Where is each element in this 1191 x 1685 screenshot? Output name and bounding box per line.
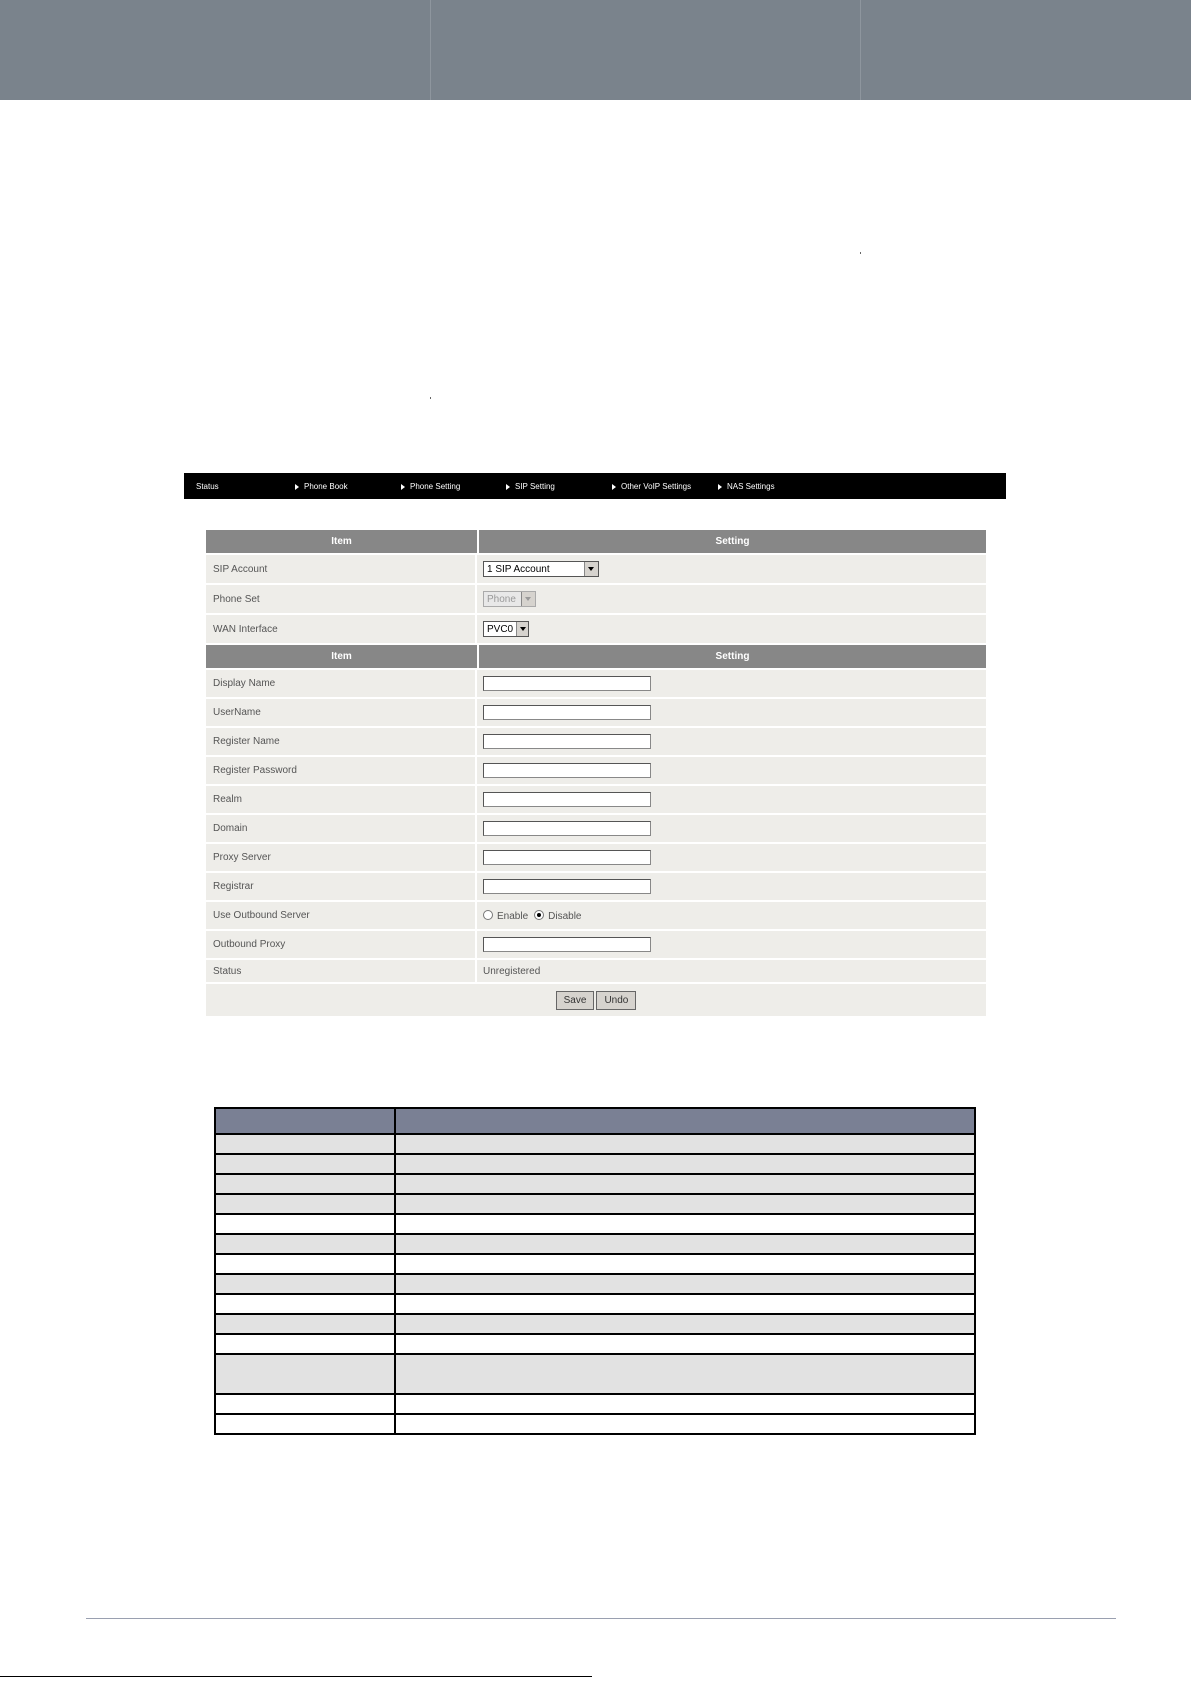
nav-item-nas-settings[interactable] [718,482,775,491]
header-item: Item [206,645,479,668]
speck [860,252,861,254]
table-header-row [215,1108,975,1134]
realm-input[interactable] [483,792,651,807]
status-row [206,960,986,984]
table-row [215,1294,975,1314]
register-password-input[interactable] [483,763,651,778]
registrar-label: Registrar [206,873,477,900]
description-table [214,1107,976,1435]
register-name-row [206,728,986,757]
table-cell [395,1294,975,1314]
table-row [215,1354,975,1394]
outbound-proxy-row [206,931,986,960]
save-button[interactable]: Save [556,991,595,1010]
table-row [215,1274,975,1294]
proxy-server-row [206,844,986,873]
table-cell [395,1214,975,1234]
table-cell [395,1414,975,1434]
outbound-proxy-label: Outbound Proxy [206,931,477,958]
domain-input[interactable] [483,821,651,836]
outbound-enable-option[interactable] [483,910,528,922]
table-cell [395,1274,975,1294]
status-label: Status [206,960,477,982]
table-cell [395,1174,975,1194]
username-input[interactable] [483,705,651,720]
table-cell [395,1334,975,1354]
header-divider [430,0,431,100]
arrow-right-icon [718,484,722,490]
table-cell [215,1394,395,1414]
table-cell [395,1394,975,1414]
username-label: UserName [206,699,477,726]
radio-icon [483,910,493,920]
table-cell [215,1414,395,1434]
form-header [206,645,986,670]
sip-account-row [206,555,986,585]
footer-rule [86,1618,1116,1619]
table-cell [215,1294,395,1314]
header-item: Item [206,530,479,553]
radio-label: Enable [497,910,529,922]
table-row [215,1134,975,1154]
table-cell [215,1354,395,1394]
table-cell [215,1174,395,1194]
button-row [206,984,986,1016]
table-row [215,1414,975,1434]
arrow-right-icon [401,484,405,490]
table-row [215,1394,975,1414]
wan-interface-row [206,615,986,645]
table-header-cell [395,1108,975,1134]
nav-label: Status [196,482,219,491]
outbound-proxy-input[interactable] [483,937,651,952]
chevron-down-icon [521,592,535,606]
chevron-down-icon [584,562,598,576]
nav-item-phone-book[interactable] [295,482,348,491]
nav-label: Phone Setting [410,482,461,491]
table-cell [215,1274,395,1294]
domain-row [206,815,986,844]
domain-label: Domain [206,815,477,842]
table-cell [395,1234,975,1254]
outbound-disable-option[interactable] [534,910,581,922]
wan-interface-label: WAN Interface [206,615,477,643]
table-cell [215,1194,395,1214]
table-row [215,1154,975,1174]
table-row [215,1334,975,1354]
select-value: Phone [487,593,516,605]
form-header [206,530,986,555]
chevron-down-icon [516,622,528,636]
speck [430,397,431,399]
use-outbound-server-label: Use Outbound Server [206,902,477,929]
nav-item-sip-setting[interactable] [506,482,555,491]
nav-label: SIP Setting [515,482,555,491]
proxy-server-label: Proxy Server [206,844,477,871]
undo-button[interactable]: Undo [596,991,636,1010]
table-cell [215,1134,395,1154]
table-cell [395,1154,975,1174]
table-cell [395,1314,975,1334]
table-cell [395,1254,975,1274]
nav-item-other-voip-settings[interactable] [612,482,691,491]
use-outbound-server-row [206,902,986,931]
wan-interface-select[interactable] [483,621,529,637]
nav-bar [184,473,1006,499]
table-cell [215,1154,395,1174]
phone-set-row [206,585,986,615]
table-cell [215,1214,395,1234]
table-row [215,1174,975,1194]
radio-selected-icon [534,910,544,920]
select-value: 1 SIP Account [487,563,550,575]
select-value: PVC0 [487,623,514,635]
arrow-right-icon [506,484,510,490]
sip-settings-form [206,530,986,1016]
display-name-row [206,670,986,699]
phone-set-label: Phone Set [206,585,477,613]
table-cell [395,1194,975,1214]
footnote-rule [0,1676,592,1677]
table-row [215,1314,975,1334]
table-cell [215,1314,395,1334]
register-name-input[interactable] [483,734,651,749]
table-cell [395,1134,975,1154]
nav-item-phone-setting[interactable] [401,482,460,491]
phone-set-select [483,591,536,607]
arrow-right-icon [612,484,616,490]
nav-label: Other VoIP Settings [621,482,692,491]
register-password-label: Register Password [206,757,477,784]
arrow-right-icon [295,484,299,490]
table-row [215,1254,975,1274]
header-setting: Setting [715,536,750,547]
username-row [206,699,986,728]
table-cell [215,1234,395,1254]
table-header-cell [215,1108,395,1134]
nav-label: NAS Settings [727,482,775,491]
header-setting: Setting [715,651,750,662]
register-password-row [206,757,986,786]
nav-label: Phone Book [304,482,348,491]
header-band [0,0,1191,100]
register-name-label: Register Name [206,728,477,755]
nav-item-status[interactable] [196,482,219,491]
table-cell [215,1334,395,1354]
registrar-input[interactable] [483,879,651,894]
status-value: Unregistered [483,965,541,977]
registrar-row [206,873,986,902]
realm-label: Realm [206,786,477,813]
header-divider [860,0,861,100]
display-name-label: Display Name [206,670,477,697]
sip-account-label: SIP Account [206,555,477,583]
table-row [215,1234,975,1254]
display-name-input[interactable] [483,676,651,691]
radio-label: Disable [548,910,582,922]
table-row [215,1214,975,1234]
realm-row [206,786,986,815]
sip-account-select[interactable] [483,561,599,577]
proxy-server-input[interactable] [483,850,651,865]
table-cell [215,1254,395,1274]
table-cell [395,1354,975,1394]
table-row [215,1194,975,1214]
